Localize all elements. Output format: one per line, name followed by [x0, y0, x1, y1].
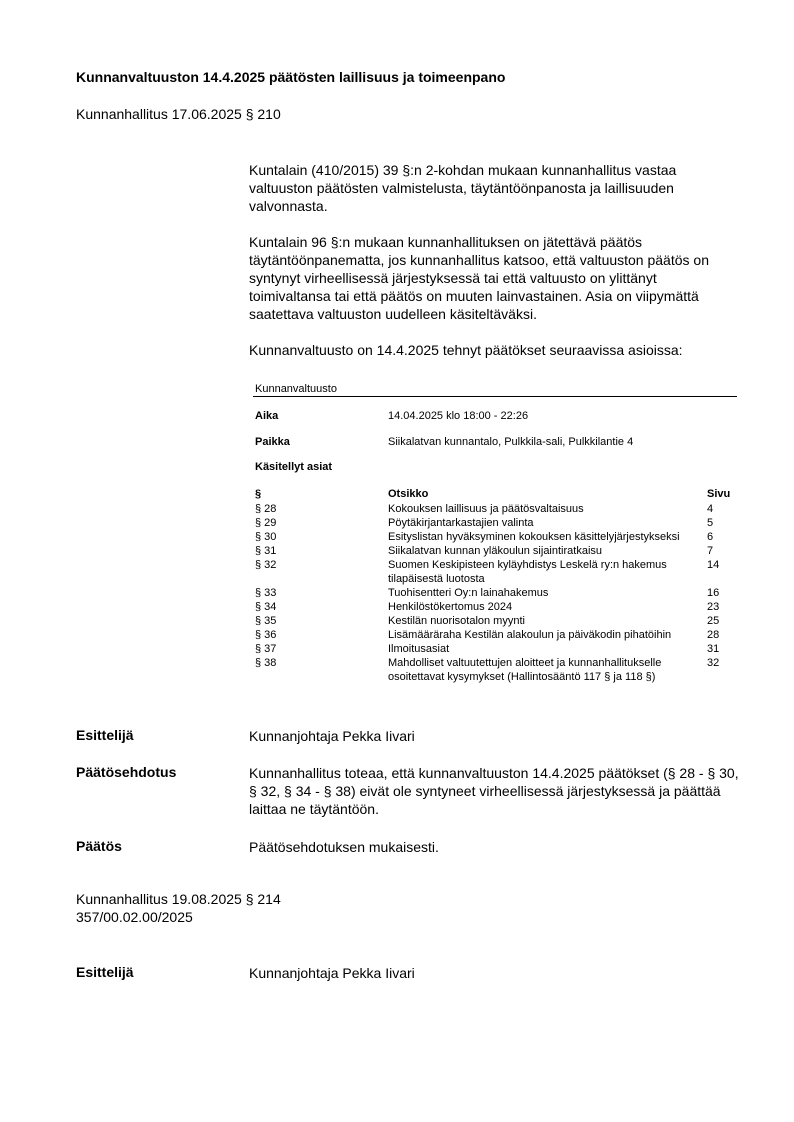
item-title: Pöytäkirjantarkastajien valinta	[388, 517, 534, 529]
item-section-number: § 37	[255, 643, 277, 655]
column-header-title: Otsikko	[388, 488, 429, 500]
document-title: Kunnanvaltuuston 14.4.2025 päätösten laillisuus ja toimeenpano	[76, 69, 506, 85]
item-page-number: 16	[707, 587, 720, 599]
embedded-time-value: 14.04.2025 klo 18:00 - 22:26	[388, 410, 529, 422]
item-page-number: 31	[707, 643, 720, 655]
embedded-place-value: Siikalatvan kunnantalo, Pulkkila-sali, Pulkkilantie 4	[388, 436, 634, 448]
list-item	[253, 530, 737, 544]
list-item	[253, 502, 737, 516]
list-item	[253, 656, 737, 684]
item-title: Siikalatvan kunnan yläkoulun sijaintiratkaisu	[388, 545, 603, 557]
item-page-number: 28	[707, 629, 720, 641]
body-text	[249, 161, 739, 359]
item-section-number: § 35	[255, 615, 277, 627]
agenda-items-list	[253, 502, 737, 684]
embedded-items-label: Käsitellyt asiat	[255, 461, 333, 473]
item-title: Kokouksen laillisuus ja päätösvaltaisuus	[388, 503, 584, 515]
presenter-label-2: Esittelijä	[76, 964, 134, 980]
item-page-number: 23	[707, 601, 720, 613]
item-title: Lisämääräraha Kestilän alakoulun ja päiväkodin pihatöihin	[388, 629, 672, 641]
paragraph-municipal-act-39: Kuntalain (410/2015) 39 §:n 2-kohdan mukaan kunnanhallitus vastaa valtuuston päätösten valmistelusta, täytäntöönpanosta ja laillisuuden valvonnasta.	[249, 162, 677, 214]
column-header-page: Sivu	[707, 488, 731, 500]
item-page-number: 25	[707, 615, 720, 627]
item-section-number: § 36	[255, 629, 277, 641]
presenter-value: Kunnanjohtaja Pekka Iivari	[249, 728, 415, 744]
item-title: Tuohisentteri Oy:n lainahakemus	[388, 587, 549, 599]
item-title: Henkilöstökertomus 2024	[388, 601, 513, 613]
item-title: Mahdolliset valtuutettujen aloitteet ja kunnanhallitukselle osoitettavat kysymykset (Hallintosääntö 117 § ja 118 §)	[388, 657, 662, 683]
item-section-number: § 32	[255, 559, 277, 571]
item-section-number: § 31	[255, 545, 277, 557]
list-item	[253, 642, 737, 656]
paragraph-council-decisions: Kunnanvaltuusto on 14.4.2025 tehnyt päätökset seuraavissa asioissa:	[249, 342, 683, 358]
item-section-number: § 38	[255, 657, 277, 669]
decision-value: Päätösehdotuksen mukaisesti.	[249, 839, 439, 855]
item-section-number: § 29	[255, 517, 277, 529]
embedded-divider	[253, 396, 737, 397]
item-title: Kestilän nuorisotalon myynti	[388, 615, 525, 627]
item-page-number: 6	[707, 531, 714, 543]
list-item	[253, 614, 737, 628]
item-section-number: § 33	[255, 587, 277, 599]
embedded-time-label: Aika	[255, 410, 279, 422]
decision-label: Päätös	[76, 838, 122, 854]
item-page-number: 5	[707, 517, 714, 529]
embedded-org-name: Kunnanvaltuusto	[255, 383, 337, 395]
diary-number: 357/00.02.00/2025	[76, 909, 193, 925]
list-item	[253, 544, 737, 558]
item-section-number: § 28	[255, 503, 277, 515]
proposal-label: Päätösehdotus	[76, 764, 177, 780]
item-title: Esityslistan hyväksyminen kokouksen käsittelyjärjestykseksi	[388, 531, 680, 543]
item-title: Suomen Keskipisteen kyläyhdistys Leskelä ry:n hakemus tilapäisestä luotosta	[388, 559, 667, 585]
second-meeting-reference: Kunnanhallitus 19.08.2025 § 214	[76, 891, 281, 907]
item-page-number: 4	[707, 503, 714, 515]
presenter-label: Esittelijä	[76, 727, 134, 743]
item-page-number: 7	[707, 545, 714, 557]
list-item	[253, 628, 737, 642]
meeting-reference: Kunnanhallitus 17.06.2025 § 210	[76, 106, 281, 122]
item-section-number: § 30	[255, 531, 277, 543]
paragraph-municipal-act-96: Kuntalain 96 §:n mukaan kunnanhallituksen on jätettävä päätös täytäntöönpanematta, jos kunnanhallitus katsoo, että valtuuston päätös on syntynyt virheellisessä järjestyksessä tai että valtuusto on ylittänyt toimivaltansa tai että päätös on muuten lainvastainen. Asia on viipymättä saatettava valtuuston uudelleen käsiteltäväksi.	[249, 234, 709, 322]
presenter-value-2: Kunnanjohtaja Pekka Iivari	[249, 965, 415, 981]
item-title: Ilmoitusasiat	[388, 643, 450, 655]
list-item	[253, 600, 737, 614]
column-header-section: §	[255, 488, 262, 500]
item-page-number: 14	[707, 559, 720, 571]
list-item	[253, 586, 737, 600]
list-item	[253, 558, 737, 586]
item-section-number: § 34	[255, 601, 277, 613]
proposal-value: Kunnanhallitus toteaa, että kunnanvaltuuston 14.4.2025 päätökset (§ 28 - § 30, § 32, § 34 - § 38) eivät ole syntyneet virheellisessä järjestyksessä ja päättää laittaa ne täytäntöön.	[249, 765, 739, 817]
item-page-number: 32	[707, 657, 720, 669]
list-item	[253, 516, 737, 530]
embedded-place-label: Paikka	[255, 436, 290, 448]
